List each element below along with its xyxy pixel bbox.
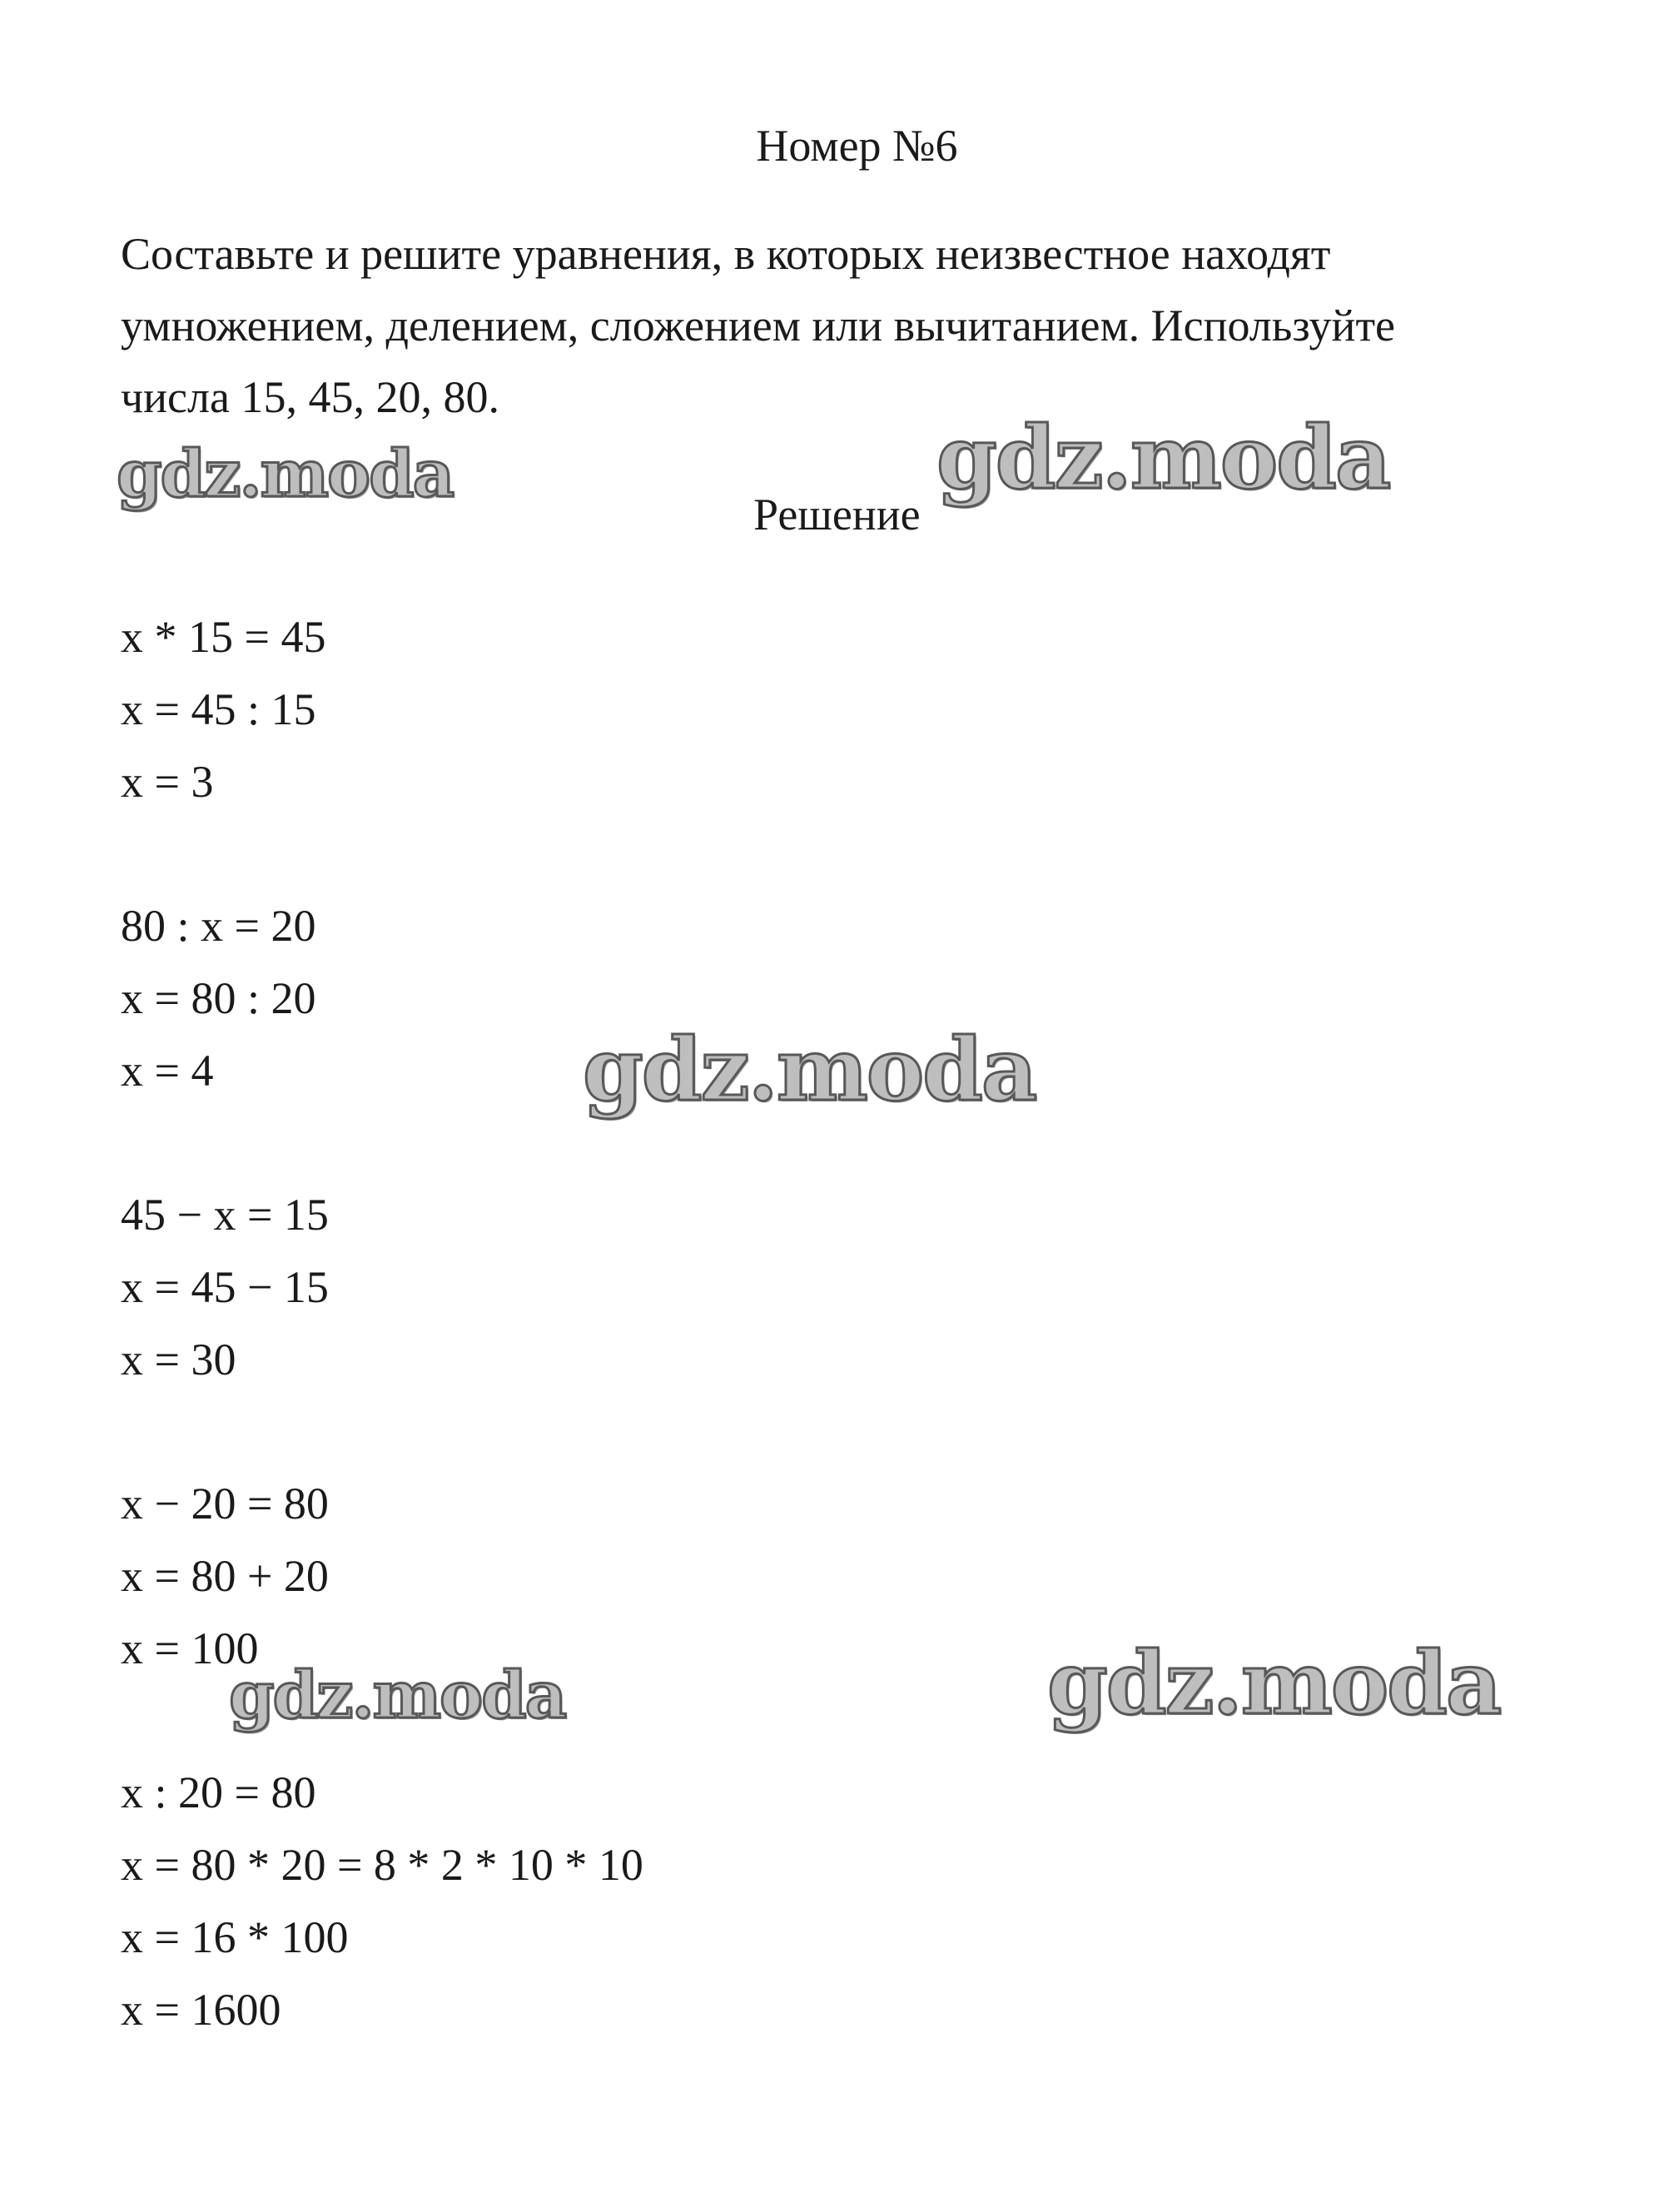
equation-line: x = 16 * 100 [121, 1912, 349, 1962]
equation-line: x − 20 = 80 [121, 1479, 329, 1529]
task-line: числа 15, 45, 20, 80. [121, 372, 499, 422]
equation-line: x = 100 [121, 1623, 259, 1673]
equation-line: x = 80 * 20 = 8 * 2 * 10 * 10 [121, 1840, 643, 1890]
equation-line: x : 20 = 80 [121, 1767, 316, 1817]
task-line: умножением, делением, сложением или вычитанием. Используйте [121, 301, 1396, 350]
task-line: Составьте и решите уравнения, в которых неизвестное находят [121, 229, 1331, 279]
watermark-logo: gdz.moda [1047, 1632, 1501, 1734]
page-title: Номер №6 [756, 121, 958, 171]
equation-line: x = 80 : 20 [121, 973, 316, 1023]
solution-title: Решение [753, 490, 921, 539]
equation-line: x = 3 [121, 757, 214, 807]
watermark-logo: gdz.moda [583, 1018, 1036, 1121]
equation-line: x = 45 − 15 [121, 1262, 329, 1312]
equation-line: x = 30 [121, 1335, 236, 1384]
watermark-logo: gdz.moda [117, 436, 454, 512]
task-text [121, 218, 1536, 433]
equation-line: 45 − x = 15 [121, 1190, 329, 1240]
equation-line: x = 45 : 15 [121, 684, 316, 734]
equation-line: x = 1600 [121, 1985, 281, 2035]
equation-line: x * 15 = 45 [121, 612, 326, 662]
watermark-logo: gdz.moda [936, 406, 1390, 509]
equation-line: x = 80 + 20 [121, 1551, 329, 1601]
equation-line: 80 : x = 20 [121, 901, 316, 951]
equation-line: x = 4 [121, 1046, 214, 1096]
watermark-logo: gdz.moda [229, 1658, 566, 1733]
